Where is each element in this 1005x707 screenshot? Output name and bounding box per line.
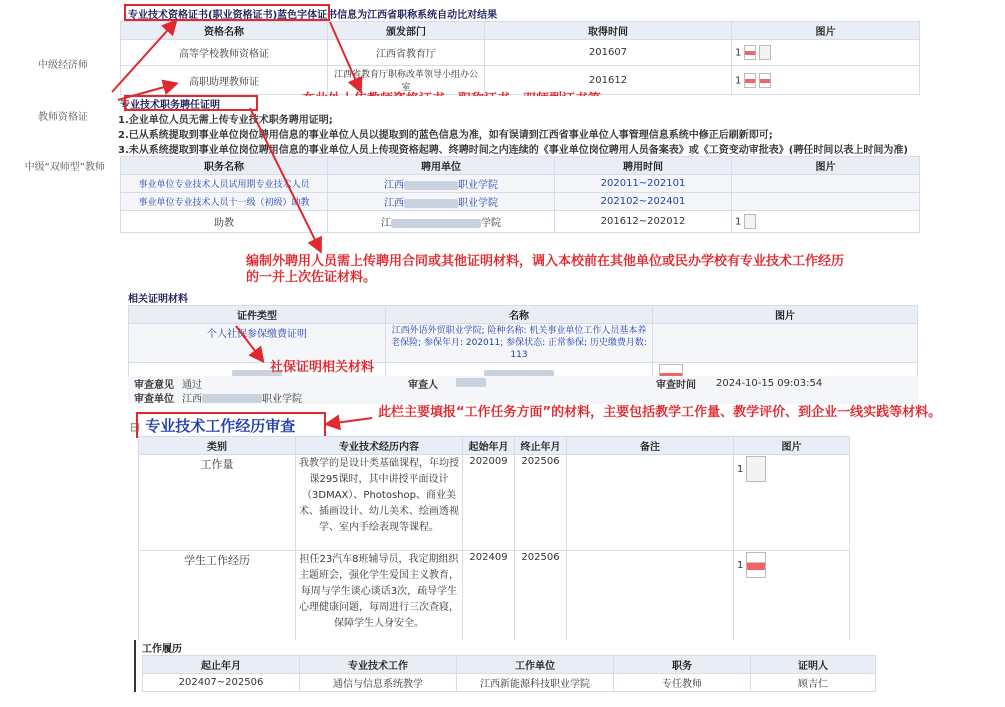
review-unit-part: 职业学院 [262, 393, 302, 405]
cert-dept: 江西省教育厅 [328, 40, 485, 66]
employ-col-unit: 聘用单位 [328, 157, 555, 175]
employ-unit-part: 江西 [384, 198, 404, 209]
employ-unit-part: 学院 [481, 218, 501, 229]
exp-content: 担任23汽车8班辅导员，我定期组织主题班会，强化学生爱国主义教育，每周与学生谈心谈话3次，疏导学生心理健康问题，每周进行三次查寝，保障学生人身安全。 [296, 551, 463, 647]
collapse-icon[interactable]: ⊟ [130, 420, 141, 434]
review-unit-label: 审查单位 [134, 393, 174, 405]
wh-col-witness: 证明人 [751, 656, 876, 674]
arrow-to-experience [328, 418, 372, 424]
cert-col-dept: 颁发部门 [328, 22, 485, 40]
cert-dept: 江西省教育厅职称改革领导小组办公室 [328, 66, 485, 95]
wh-col-position: 职务 [614, 656, 751, 674]
review-unit-part: 江西 [182, 393, 202, 405]
employ-name: 事业单位专业技术人员十一级（初级）助教 [121, 193, 328, 211]
employ-time: 201612~202012 [555, 211, 732, 233]
exp-col-remark: 备注 [567, 437, 734, 455]
experience-note: 此栏主要填报“工作任务方面”的材料，主要包括教学工作量、教学评价、到企业一线实践等材料。 [378, 405, 942, 420]
reviewer-label: 审查人 [408, 379, 438, 391]
employ-rule-1: 1.企业单位人员无需上传专业技术职务聘用证明; [118, 115, 333, 126]
proof-note: 社保证明相关材料 [270, 360, 375, 375]
exp-col-pic: 图片 [734, 437, 850, 455]
arrow-to-employ-note [250, 108, 320, 250]
exp-content: 我教学的是设计类基础课程，年均授课295课时，其中讲授平面设计（3DMAX）、Photoshop、商业美术、插画设计、幼儿美术、绘画透视学、室内手绘表现等课程。 [296, 455, 463, 551]
employ-col-time: 聘用时间 [555, 157, 732, 175]
exp-col-end: 终止年月 [515, 437, 567, 455]
employ-col-name: 职务名称 [121, 157, 328, 175]
exp-col-category: 类别 [139, 437, 296, 455]
exp-end: 202506 [515, 551, 567, 647]
employ-unit-part: 江 [381, 218, 391, 229]
review-opinion-label: 审查意见 [134, 379, 174, 391]
wh-period: 202407~202506 [143, 674, 300, 692]
wh-unit: 江西新能源科技职业学院 [457, 674, 614, 692]
cert-name: 高职助理教师证 [121, 66, 328, 95]
wh-col-work: 专业技术工作 [300, 656, 457, 674]
employ-unit-part: 职业学院 [458, 180, 498, 191]
wh-work: 通信与信息系统教学 [300, 674, 457, 692]
left-label-teacher-cert: 教师资格证 [38, 112, 88, 123]
exp-start: 202009 [463, 455, 515, 551]
exp-col-content: 专业技术经历内容 [296, 437, 463, 455]
review-time-value: 2024-10-15 09:03:54 [716, 377, 823, 389]
wh-col-period: 起止年月 [143, 656, 300, 674]
exp-end: 202506 [515, 455, 567, 551]
proof-section-title: 相关证明材料 [128, 294, 188, 305]
proof-name: 江西外语外贸职业学院; 险种名称: 机关事业单位工作人员基本养老保险; 参保年月: 202011; 参保状态: 正常参保; 历史缴费月数: 113 [386, 324, 653, 363]
exp-pic-count: 1 [737, 560, 744, 571]
work-history-title: 工作履历 [142, 644, 182, 655]
employ-note: 编制外聘用人员需上传聘用合同或其他证明材料，调入本校前在其他单位或民办学校有专业技术工作经历的一并上次佐证材料。 [246, 254, 845, 285]
exp-pic-count: 1 [737, 464, 744, 475]
cert-time: 201612 [485, 66, 732, 95]
proof-col-type: 证件类型 [129, 306, 386, 324]
cert-section-title: 专业技术资格证书(职业资格证书)蓝色字体证书信息为江西省职称系统自动比对结果 [128, 10, 498, 21]
arrow-to-cert-dept [330, 22, 360, 90]
wh-position: 专任教师 [614, 674, 751, 692]
proof-type: 个人社保参保缴费证明 [129, 324, 386, 363]
employ-name: 事业单位专业技术人员试用期专业技术人员 [121, 175, 328, 193]
review-time-label: 审查时间 [656, 379, 696, 391]
exp-category: 学生工作经历 [139, 551, 296, 647]
wh-col-unit: 工作单位 [457, 656, 614, 674]
experience-title-text: 专业技术工作经历审查 [145, 417, 296, 435]
cert-time: 201607 [485, 40, 732, 66]
employ-unit-part: 职业学院 [458, 198, 498, 209]
cert-name: 高等学校教师资格证 [121, 40, 328, 66]
exp-col-start: 起始年月 [463, 437, 515, 455]
employ-name: 助教 [121, 211, 328, 233]
employ-section-title: 专业技术职务聘任证明 [120, 100, 220, 111]
cert-pic-count: 1 [735, 75, 742, 86]
proof-col-pic: 图片 [653, 306, 918, 324]
cert-col-time: 取得时间 [485, 22, 732, 40]
cert-col-name: 资格名称 [121, 22, 328, 40]
employ-pic-count: 1 [735, 216, 742, 228]
arrow-to-cert-title [112, 22, 175, 92]
review-opinion-value: 通过 [182, 379, 202, 391]
wh-witness: 顾吉仁 [751, 674, 876, 692]
cert-pic-count: 1 [735, 47, 742, 59]
employ-rule-2: 2.已从系统提取到事业单位岗位聘用信息的事业单位人员以提取到的蓝色信息为准，如有误请到江西省事业单位人事管理信息系统中修正后刷新即可; [118, 130, 773, 141]
employ-col-pic: 图片 [732, 157, 920, 175]
cert-col-pic: 图片 [732, 22, 920, 40]
arrow-to-social-note [236, 326, 262, 360]
employ-unit-part: 江西 [384, 180, 404, 191]
left-label-dual-teacher: 中级“双师型”教师 [24, 162, 105, 173]
employ-time: 202102~202401 [555, 193, 732, 211]
arrow-to-cert-note [118, 84, 175, 100]
employ-time: 202011~202101 [555, 175, 732, 193]
proof-col-name: 名称 [386, 306, 653, 324]
exp-start: 202409 [463, 551, 515, 647]
left-label-economist: 中级经济师 [38, 60, 88, 71]
employ-rule-3: 3.未从系统提取到事业单位岗位聘用信息的事业单位人员上传现资格起聘、终聘时间之内连续的《事业单位岗位聘用人员备案表》或《工资变动审批表》(聘任时间以表上时间为准) [118, 145, 908, 156]
exp-category: 工作量 [139, 455, 296, 551]
